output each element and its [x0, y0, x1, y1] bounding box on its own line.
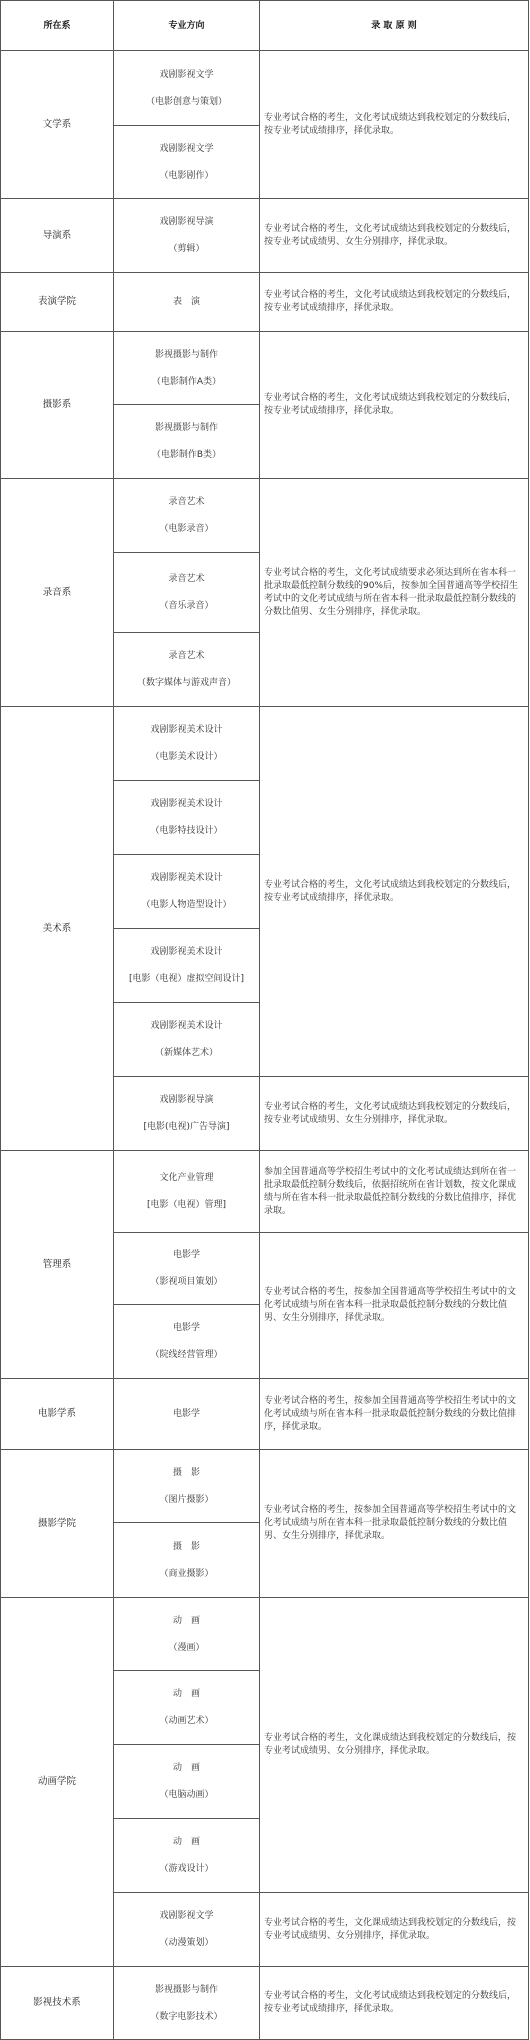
dept-cell: 导演系	[1, 199, 114, 273]
major-cell	[114, 1671, 260, 1745]
rule-cell: 专业考试合格的考生，文化考试成绩达到我校划定的分数线后，按专业考试成绩排序，择优录取。	[260, 273, 529, 332]
dept-cell: 电影学系	[1, 1379, 114, 1450]
major-direction: （数字电影技术）	[150, 2011, 223, 2022]
major-direction: （电影制作B类）	[151, 450, 222, 460]
major-direction: （影视项目策划）	[150, 1277, 223, 1287]
dept-cell: 表演学院	[1, 273, 114, 332]
major-cell	[114, 855, 260, 929]
major-cell	[114, 405, 260, 479]
major-cell	[114, 553, 260, 633]
rule-cell: 专业考试合格的考生，文化考试成绩达到我校划定的分数线后，按专业考试成绩男、女生分别排序，择优录取。	[260, 199, 529, 273]
rule-cell: 专业考试合格的考生，文化课成绩达到我校划定的分数线后，按专业考试成绩男、女分别排序，择优录取。	[260, 1893, 529, 1967]
major-cell	[114, 199, 260, 273]
major-direction: （动画艺术）	[159, 1716, 214, 1726]
table-row	[1, 1450, 529, 1523]
table-row	[1, 1379, 529, 1450]
major-name: 动 画	[172, 1763, 200, 1773]
major-name: 戏剧影视导演	[159, 1095, 214, 1105]
major-direction: [电影（电视）管理]	[146, 1200, 227, 1210]
dept-cell: 影视技术系	[1, 1967, 114, 2040]
dept-cell: 摄影学院	[1, 1450, 114, 1598]
major-name: 摄 影	[172, 1541, 200, 1552]
rule-cell: 专业考试合格的考生，按参加全国普通高等学校招生考试中的文化考试成绩与所在省本科一批录取最低控制分数线的分数比值男、女生分别排序，择优录取。	[260, 1450, 529, 1598]
major-name: 戏剧影视文学	[159, 1911, 214, 1921]
major-name: 文化产业管理	[159, 1173, 214, 1183]
major-direction: （动漫策划）	[159, 1938, 214, 1948]
major-direction: （剪辑）	[168, 244, 205, 254]
major-name: 戏剧影视美术设计	[150, 947, 223, 957]
header-major: 专业方向	[114, 1, 260, 51]
rule-cell: 专业考试合格的考生，文化课成绩达到我校划定的分数线后，按专业考试成绩男、女分别排序，择优录取。	[260, 1598, 529, 1893]
major-cell	[114, 1379, 260, 1450]
major-name: 影视摄影与制作	[154, 349, 218, 360]
major-cell	[114, 707, 260, 781]
major-direction: （电影人物造型设计）	[141, 900, 232, 910]
dept-cell: 摄影系	[1, 332, 114, 479]
major-direction: （商业摄影）	[159, 1568, 214, 1579]
table-row	[1, 199, 529, 273]
major-cell	[114, 51, 260, 126]
rule-cell: 专业考试合格的考生，文化考试成绩达到我校划定的分数线后，按专业考试成绩男、女生分别排序，择优录取。	[260, 1077, 529, 1151]
rule-cell: 专业考试合格的考生，文化考试成绩达到我校划定的分数线后，按专业考试成绩排序，择优录取。	[260, 707, 529, 1077]
major-cell	[114, 1598, 260, 1671]
major-direction: （电影创意与策划）	[145, 96, 227, 107]
rule-cell: 专业考试合格的考生，按参加全国普通高等学校招生考试中的文化考试成绩与所在省本科一批录取最低控制分数线的分数比值男、女生分别排序，择优录取。	[260, 1233, 529, 1379]
major-name: 录音艺术	[168, 651, 205, 661]
dept-cell: 录音系	[1, 479, 114, 707]
major-name: 录音艺术	[168, 574, 205, 584]
table-row	[1, 51, 529, 126]
major-direction: （电影录音）	[159, 524, 214, 534]
dept-cell: 管理系	[1, 1151, 114, 1379]
major-direction: （电影剧作）	[159, 170, 214, 181]
major-name: 摄 影	[172, 1467, 200, 1478]
table-row	[1, 1151, 529, 1233]
major-name: 戏剧影视美术设计	[150, 799, 223, 809]
table-row	[1, 707, 529, 781]
table-row	[1, 273, 529, 332]
major-name: 表 演	[172, 297, 200, 307]
header-dept: 所在系	[1, 1, 114, 51]
major-direction: （漫画）	[168, 1642, 205, 1653]
rule-cell: 参加全国普通高等学校招生考试中的文化考试成绩达到所在省一批录取最低控制分数线后，依据招统所在省计划数，按文化课成绩与所在省本科一批录取最低控制分数线的分数比值排序，择优录取。	[260, 1151, 529, 1233]
table-row	[1, 332, 529, 405]
major-name: 电影学	[172, 1409, 200, 1419]
dept-cell: 文学系	[1, 51, 114, 199]
major-cell	[114, 479, 260, 553]
table-header-row	[1, 1, 529, 51]
major-cell	[114, 929, 260, 1003]
major-cell	[114, 1305, 260, 1379]
table-row	[1, 479, 529, 553]
major-cell	[114, 1003, 260, 1077]
rule-cell: 专业考试合格的考生，文化考试成绩达到我校划定的分数线后，按专业考试成绩排序，择优录取。	[260, 51, 529, 199]
table-row	[1, 1598, 529, 1671]
major-direction: （音乐录音）	[159, 601, 214, 611]
major-direction: （电影特技设计）	[150, 826, 223, 836]
major-name: 影视摄影与制作	[154, 423, 218, 433]
major-name: 录音艺术	[168, 497, 205, 507]
major-direction: （院线经营管理）	[150, 1350, 223, 1360]
major-cell	[114, 1450, 260, 1523]
major-name: 动 画	[172, 1837, 200, 1847]
header-rule: 录 取 原 则	[260, 1, 529, 51]
major-direction: （图片摄影）	[159, 1494, 214, 1505]
major-cell	[114, 781, 260, 855]
major-direction: [电影（电视）虚拟空间设计]	[128, 974, 245, 984]
major-name: 戏剧影视导演	[159, 217, 214, 227]
dept-cell: 动画学院	[1, 1598, 114, 1967]
major-name: 戏剧影视文学	[159, 69, 214, 80]
major-cell	[114, 1893, 260, 1967]
major-direction: [电影(电视)广告导演]	[143, 1122, 230, 1132]
major-cell	[114, 1819, 260, 1893]
major-name: 戏剧影视美术设计	[150, 1021, 223, 1031]
major-name: 戏剧影视美术设计	[150, 725, 223, 735]
major-cell	[114, 1077, 260, 1151]
major-name: 戏剧影视美术设计	[150, 873, 223, 883]
major-direction: （电影美术设计）	[150, 752, 223, 762]
major-cell	[114, 1745, 260, 1819]
major-name: 动 画	[172, 1689, 200, 1699]
major-name: 动 画	[172, 1615, 200, 1626]
major-direction: （电影制作A类）	[151, 376, 222, 387]
major-direction: （电脑动画）	[159, 1790, 214, 1800]
rule-cell: 专业考试合格的考生，文化考试成绩达到我校划定的分数线后，按专业考试成绩排序，择优录取。	[260, 332, 529, 479]
major-cell	[114, 1233, 260, 1305]
major-cell	[114, 332, 260, 405]
major-direction: （数字媒体与游戏声音）	[136, 678, 236, 688]
rule-cell: 专业考试合格的考生，文化考试成绩要求必须达到所在省本科一批录取最低控制分数线的90%后，按参加全国普通高等学校招生考试中的文化考试成绩与所在省本科一批录取最低控制分数线的分数比值男、女生分别排序，择优录取。	[260, 479, 529, 707]
dept-cell: 美术系	[1, 707, 114, 1151]
rule-cell: 专业考试合格的考生，按参加全国普通高等学校招生考试中的文化考试成绩与所在省本科一批录取最低控制分数线的分数比值排序，择优录取。	[260, 1379, 529, 1450]
major-cell	[114, 1523, 260, 1598]
major-name: 戏剧影视文学	[159, 143, 214, 154]
major-cell	[114, 1151, 260, 1233]
major-direction: （新媒体艺术）	[154, 1048, 218, 1058]
major-cell	[114, 126, 260, 199]
major-name: 电影学	[172, 1250, 200, 1260]
major-name: 影视摄影与制作	[154, 1984, 218, 1995]
major-cell	[114, 633, 260, 707]
major-cell	[114, 273, 260, 332]
major-name: 电影学	[172, 1323, 200, 1333]
major-direction: （游戏设计）	[159, 1864, 214, 1874]
rule-cell: 专业考试合格的考生，文化考试成绩达到我校划定的分数线后，按专业考试成绩排序，择优录取。	[260, 1967, 529, 2040]
